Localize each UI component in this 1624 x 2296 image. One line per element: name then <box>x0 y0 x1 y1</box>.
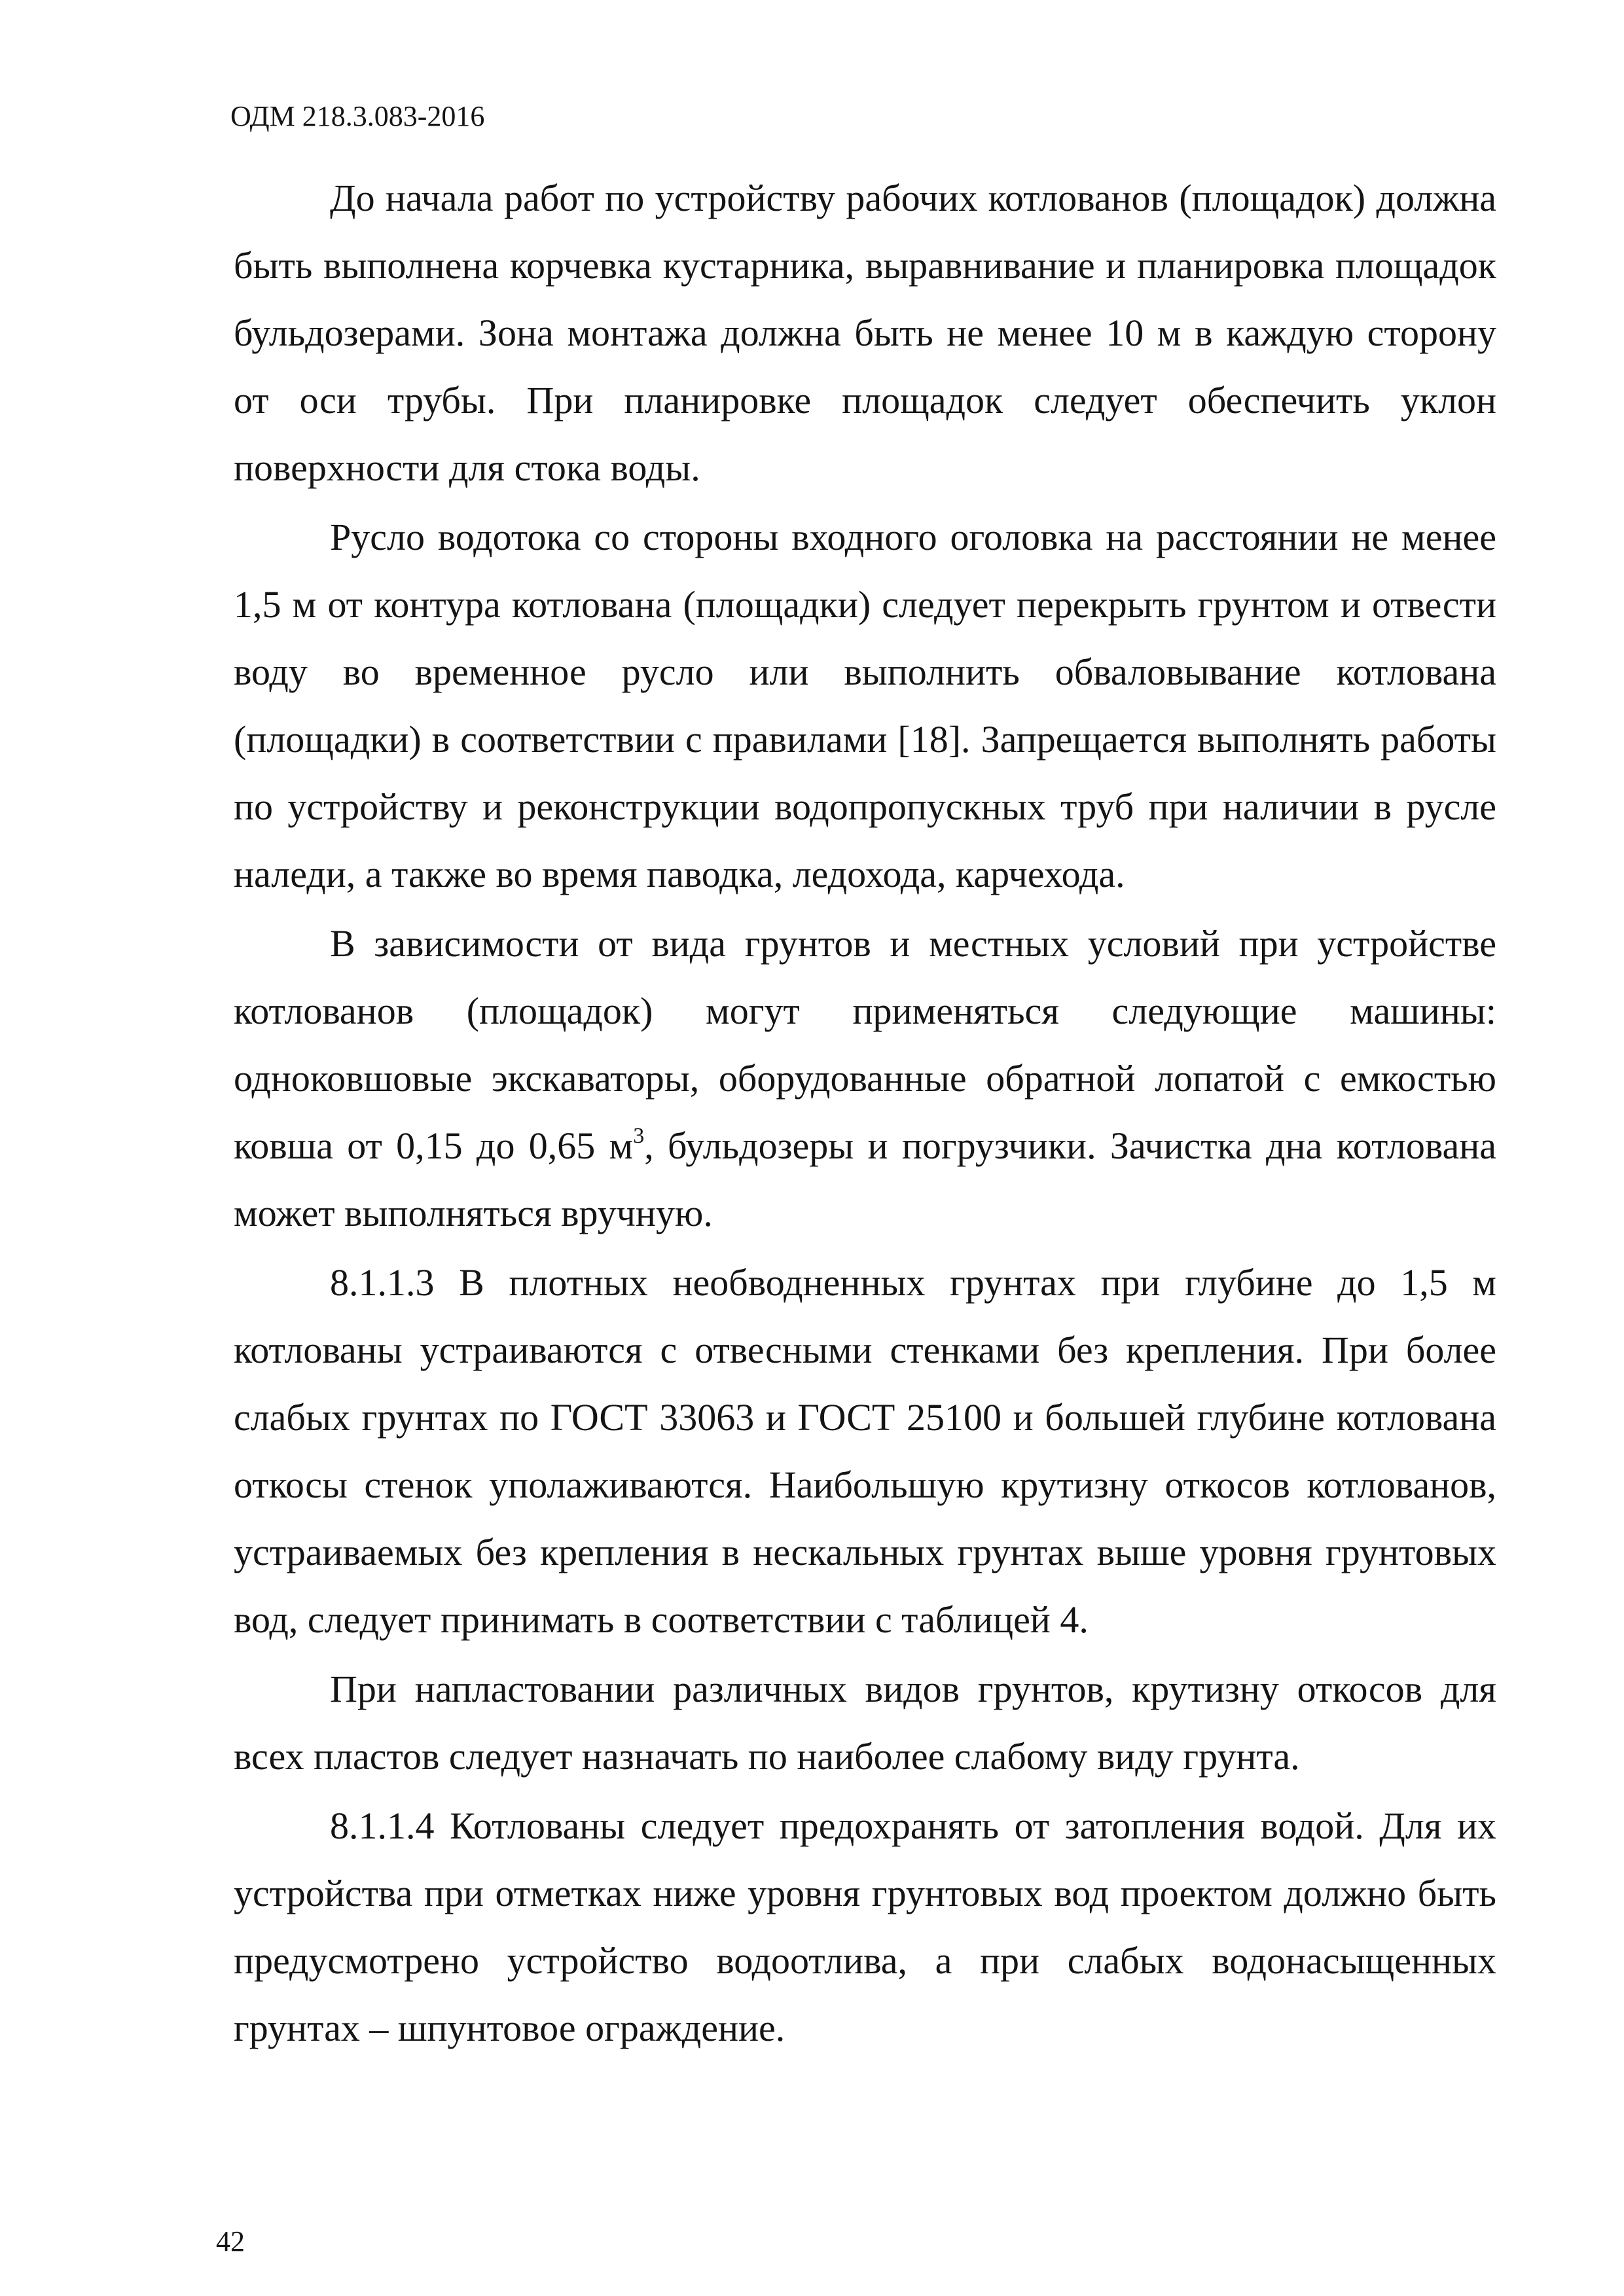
page-number: 42 <box>216 2225 245 2257</box>
paragraph-text-after-superscript: , бульдозеры и погрузчики. Зачистка дна котлована может выполняться вручную. <box>234 1124 1496 1234</box>
paragraph-soil-layering: При напластовании различных видов грунтов, крутизну откосов для всех пластов следует назначать по наиболее слабому виду грунта. <box>234 1668 1496 1778</box>
cubic-meter-superscript: 3 <box>633 1124 645 1148</box>
paragraph-watercourse-diversion: Русло водотока со стороны входного оголовка на расстоянии не менее 1,5 м от контура котлована (площадки) следует перекрыть грунтом и отвести воду во временное русло или выполнить обваловывание котлована (площадки) в соответствии с правилами [18]. Запрещается выполнять работы по устройству и реконструкции водопропускных труб при наличии в русле наледи, а также во время паводка, ледохода, карчехода. <box>234 516 1496 895</box>
document-body <box>234 164 1496 2062</box>
paragraph-site-preparation: До начала работ по устройству рабочих котлованов (площадок) должна быть выполнена корчевка кустарника, выравнивание и планировка площадок бульдозерами. Зона монтажа должна быть не менее 10 м в каждую сторону от оси трубы. При планировке площадок следует обеспечить уклон поверхности для стока воды. <box>234 177 1496 489</box>
paragraph-text-before-superscript: В зависимости от вида грунтов и местных условий при устройстве котлованов (площадок) могут применяться следующие машины: одноковшовые экскаваторы, оборудованные обратной лопатой с емкостью ковша от 0,15 до 0,65 м <box>234 922 1496 1167</box>
paragraph-clause-8-1-1-4: 8.1.1.4 Котлованы следует предохранять от затопления водой. Для их устройства при отметках ниже уровня грунтовых вод проектом должно быть предусмотрено устройство водоотлива, а при слабых водонасыщенных грунтах – шпунтовое ограждение. <box>234 1804 1496 2049</box>
document-code-header: ОДМ 218.3.083-2016 <box>230 100 485 132</box>
paragraph-excavation-machines <box>234 910 1496 1247</box>
paragraph-clause-8-1-1-3: 8.1.1.3 В плотных необводненных грунтах при глубине до 1,5 м котлованы устраиваются с отвесными стенками без крепления. При более слабых грунтах по ГОСТ 33063 и ГОСТ 25100 и большей глубине котлована откосы стенок уполаживаются. Наибольшую крутизну откосов котлованов, устраиваемых без крепления в нескальных грунтах выше уровня грунтовых вод, следует принимать в соответствии с таблицей 4. <box>234 1261 1496 1641</box>
